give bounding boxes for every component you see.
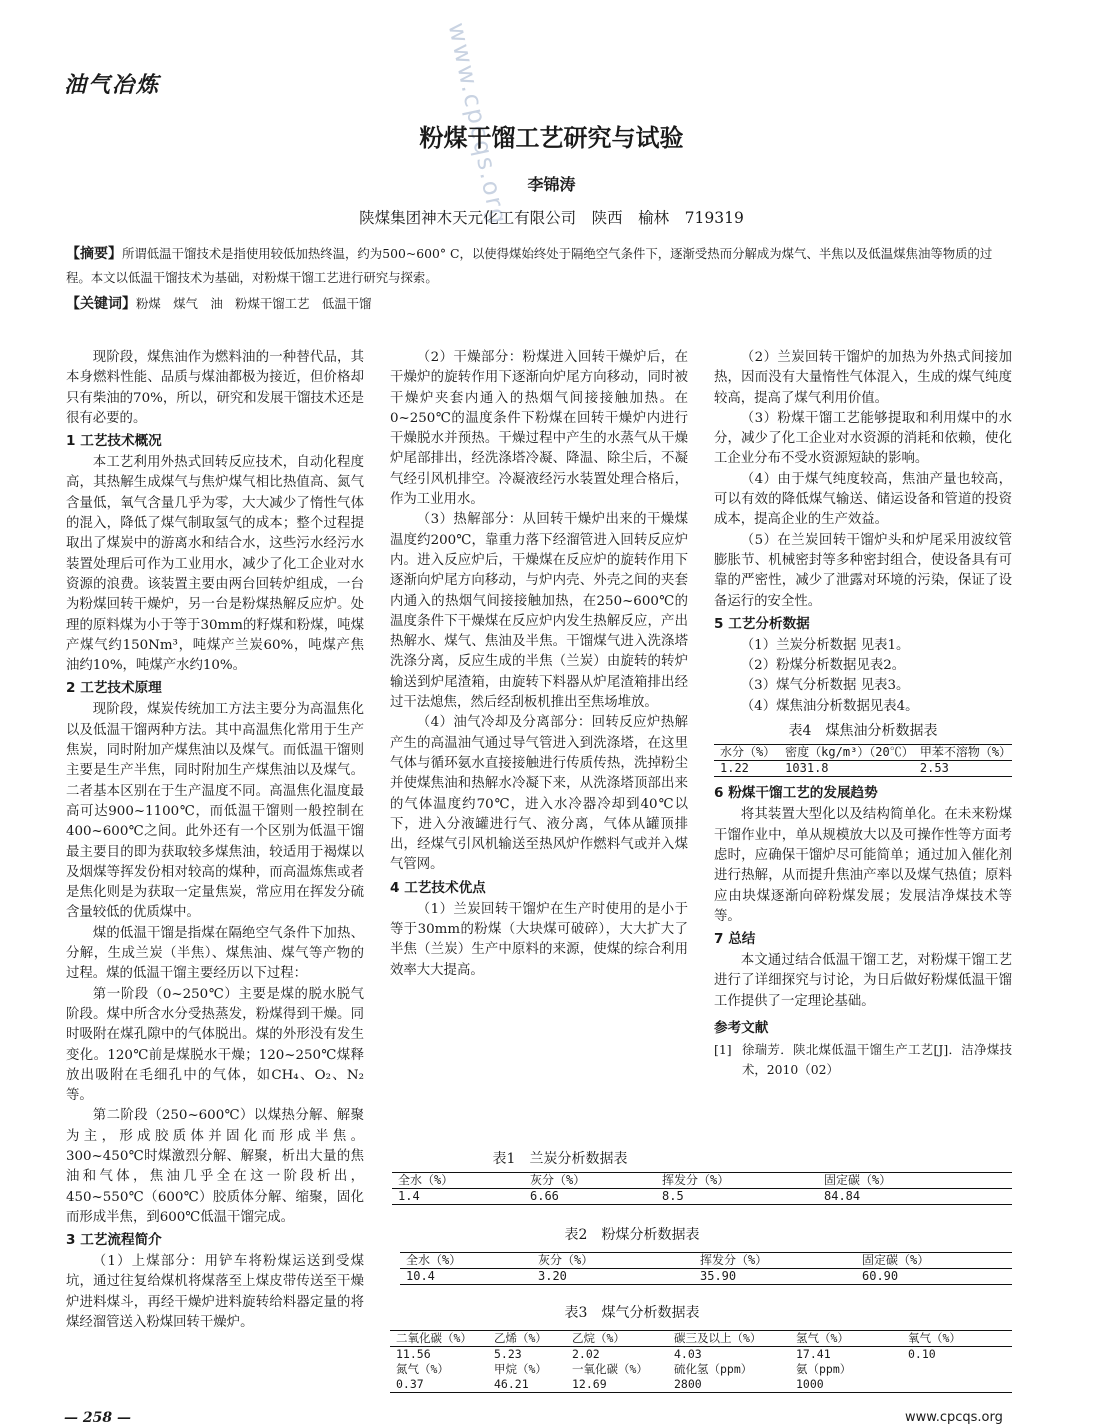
table-header-cell: 二氧化碳（%） bbox=[390, 1331, 488, 1347]
table-cell: 1031.8 bbox=[779, 761, 914, 777]
table-cell bbox=[902, 1377, 1012, 1393]
abstract-text: 所谓低温干馏技术是指使用较低加热终温，约为500~600° C，以使得煤始终处于隔绝空气条件下，逐渐受热而分解成为煤气、半焦以及低温煤焦油等物质的过程。本文以低温干馏技术为基础，对粉煤干馏工艺进行研究与探索。 bbox=[66, 246, 993, 285]
table-header-cell: 密度（kg/m³）（20℃） bbox=[779, 745, 914, 761]
table-cell: 17.41 bbox=[796, 1347, 831, 1361]
abstract-label: 【摘要】 bbox=[66, 246, 122, 262]
table-cell: 35.90 bbox=[694, 1269, 856, 1285]
reference-number: [1] bbox=[714, 1042, 732, 1058]
table-4-caption: 表4 煤焦油分析数据表 bbox=[788, 723, 938, 740]
table-cell: 2800 bbox=[668, 1377, 790, 1393]
paragraph: 煤的低温干馏是指煤在隔绝空气条件下加热、分解，生成兰炭（半焦）、煤焦油、煤气等产物的过程。煤的低温干馏主要经历以下过程： bbox=[66, 925, 364, 982]
table-1 bbox=[392, 1172, 1012, 1205]
table-cell: 1.4 bbox=[392, 1189, 524, 1205]
keywords-label: 【关键词】 bbox=[66, 296, 136, 312]
table-cell: 1.22 bbox=[714, 761, 779, 777]
table-2 bbox=[400, 1252, 1012, 1285]
watermark: www.cpcqs.org bbox=[442, 20, 513, 228]
keywords bbox=[66, 294, 1012, 314]
table-3 bbox=[390, 1330, 1012, 1393]
table-cell: 60.90 bbox=[856, 1269, 1012, 1285]
affiliation: 陕煤集团神木天元化工有限公司 陕西 榆林 719319 bbox=[359, 209, 744, 227]
table-2-caption: 表2 粉煤分析数据表 bbox=[564, 1227, 700, 1243]
table-cell: 46.21 bbox=[488, 1377, 566, 1393]
table-cell: 3.20 bbox=[532, 1269, 694, 1285]
table-header-cell: 一氧化碳（%） bbox=[572, 1362, 648, 1376]
column-3 bbox=[714, 348, 1012, 1080]
page-number: — 258 — bbox=[64, 1410, 131, 1426]
table-header-cell bbox=[902, 1362, 1012, 1377]
references-heading: 参考文献 bbox=[714, 1020, 769, 1037]
keywords-text: 粉煤 煤气 油 粉煤干馏工艺 低温干馏 bbox=[136, 296, 372, 311]
table-header-cell: 固定碳（%） bbox=[818, 1173, 1012, 1189]
paragraph: 现阶段，煤炭传统加工方法主要分为高温焦化以及低温干馏两种方法。其中高温焦化常用于生产焦炭，同时附加产煤焦油以及煤气。而低温干馏则主要是生产半焦，同时附加生产煤焦油以及煤气。二者基本区别在于生产温度不同。高温焦化温度最高可达900~1100℃，而低温干馏则一般控制在400~600℃之间。此外还有一个区别为低温干馏最主要目的即为获取较多煤焦油，较适用于褐煤以及烟煤等挥发份相对较高的煤种，而高温炼焦或者是焦化则是为获取一定量焦炭，常应用在挥发分硫含量较低的优质煤中。 bbox=[66, 702, 364, 921]
author: 李锦涛 bbox=[527, 175, 576, 194]
paragraph: 现阶段，煤焦油作为燃料油的一种替代品，其本身燃料性能、品质与煤油都极为接近，但价格却只有柴油的70%，所以，研究和发展干馏技术还是很有必要的。 bbox=[66, 350, 364, 426]
table-header-cell: 全水（%） bbox=[400, 1253, 532, 1269]
table-cell: 6.66 bbox=[524, 1189, 656, 1205]
table-cell: 2.53 bbox=[914, 761, 1012, 777]
section-tag: 油气冶炼 bbox=[64, 72, 161, 98]
table-1-caption: 表1 兰炭分析数据表 bbox=[492, 1151, 628, 1167]
table-header-cell: 氢气（%） bbox=[790, 1331, 902, 1347]
table-header-cell: 乙烷（%） bbox=[566, 1331, 668, 1347]
paragraph: （5）在兰炭回转干馏炉头和炉尾采用波纹管膨胀节、机械密封等多种密封组合，使设备具有可靠的严密性，减少了泄露对环境的污染，保证了设备运行的安全性。 bbox=[714, 532, 1012, 609]
table-1-block bbox=[390, 1144, 1030, 1171]
table-header-cell: 甲烷（%） bbox=[494, 1362, 547, 1376]
table-header-cell: 挥发分（%） bbox=[656, 1173, 818, 1189]
reference-item bbox=[714, 1040, 1012, 1080]
table-header-cell: 硫化氢（ppm） bbox=[674, 1362, 753, 1376]
list-item: （4）煤焦油分析数据见表4。 bbox=[740, 698, 919, 714]
table-cell: 5.23 bbox=[494, 1347, 522, 1361]
table-4 bbox=[714, 744, 1012, 777]
paragraph: 本文通过结合低温干馏工艺，对粉煤干馏工艺进行了详细探究与讨论，为日后做好粉煤低温干馏工作提供了一定理论基础。 bbox=[714, 953, 1012, 1009]
table-cell: 2.02 bbox=[572, 1347, 600, 1361]
table-cell: 10.4 bbox=[400, 1269, 532, 1285]
list-item: （2）粉煤分析数据见表2。 bbox=[740, 658, 906, 674]
section-heading: 6 粉煤干馏工艺的发展趋势 bbox=[714, 785, 878, 802]
table-header-cell: 碳三及以上（%） bbox=[668, 1331, 790, 1347]
paragraph: 将其装置大型化以及结构简单化。在未来粉煤干馏作业中，单从规模放大以及可操作性等方面考虑时，应确保干馏炉尽可能简单；通过加入催化剂进行热解，从而提升焦油产率以及煤气热值；原料应由块煤逐渐向碎粉煤发展；发展洁净煤技术等等。 bbox=[714, 807, 1012, 924]
table-header-cell: 氨（ppm） bbox=[796, 1362, 852, 1376]
table-cell: 0.10 bbox=[908, 1347, 936, 1361]
table-header-cell: 固定碳（%） bbox=[856, 1253, 1012, 1269]
table-cell: 8.5 bbox=[656, 1189, 818, 1205]
paragraph: （4）油气冷却及分离部分：回转反应炉热解产生的高温油气通过导气管进入到洗涤塔，在这里气体与循环氨水直接接触进行传质传热，洗掉粉尘并使煤焦油和热解水冷凝下来，从洗涤塔顶部出来的气体温度约70℃，进入水冷器冷却到40℃以下，进入分液罐进行气、液分离，气体从罐顶排出，经煤气引风机输送至热风炉作燃料气或并入煤气管网。 bbox=[390, 715, 688, 873]
table-header-cell: 灰分（%） bbox=[532, 1253, 694, 1269]
section-heading: 1 工艺技术概况 bbox=[66, 433, 162, 450]
table-3-caption: 表3 煤气分析数据表 bbox=[564, 1305, 700, 1321]
section-heading: 4 工艺技术优点 bbox=[390, 879, 486, 896]
paragraph: （2）干燥部分：粉煤进入回转干燥炉后，在干燥炉的旋转作用下逐渐向炉尾方向移动，同时被干燥炉夹套内通入的热烟气间接接触加热。在0~250℃的温度条件下粉煤在回转干燥炉内进行干燥脱水并预热。干燥过程中产生的水蒸气从干燥炉尾部排出，经洗涤塔冷凝、降温、除尘后，不凝气经引风机排空。冷凝液经污水装置处理合格后，作为工业用水。 bbox=[390, 350, 688, 508]
table-cell: 12.69 bbox=[566, 1377, 668, 1393]
table-header-cell: 灰分（%） bbox=[524, 1173, 656, 1189]
abstract bbox=[66, 242, 1012, 289]
paragraph: （1）兰炭回转干馏炉在生产时使用的是小于等于30mm的粉煤（大块煤可破碎），大大扩大了半焦（兰炭）生产中原料的来源，使煤的综合利用效率大大提高。 bbox=[390, 901, 688, 978]
table-header-cell: 水分（%） bbox=[714, 745, 779, 761]
table-cell: 1000 bbox=[790, 1377, 902, 1393]
paragraph: （3）粉煤干馏工艺能够提取和利用煤中的水分，减少了化工企业对水资源的消耗和依赖，使化工企业分布不受水资源短缺的影响。 bbox=[714, 410, 1012, 467]
column-1 bbox=[66, 348, 364, 1333]
paragraph: 本工艺利用外热式回转反应技术，自动化程度高，其热解生成煤气与焦炉煤气相比热值高、氮气含量低，氧气含量几乎为零，大大减少了惰性气体的混入，降低了煤气制取氢气的成本；整个过程提取出了煤炭中的游离水和结合水，这些污水经污水装置处理后可作为工业用水，减少了化工企业对水资源的浪费。该装置主要由两台回转炉组成，一台为粉煤回转干燥炉，另一台是粉煤热解反应炉。处理的原料煤为小于等于30mm的籽煤和粉煤，吨煤产煤气约150Nm³，吨煤产兰炭60%，吨煤产焦油约10%，吨煤产水约10%。 bbox=[66, 455, 364, 674]
reference-text: 徐瑞芳．陕北煤低温干馏生产工艺[J]．洁净煤技术，2010（02） bbox=[742, 1042, 1012, 1078]
table-cell: 84.84 bbox=[818, 1189, 1012, 1205]
table-header-cell: 挥发分（%） bbox=[694, 1253, 856, 1269]
section-heading: 5 工艺分析数据 bbox=[714, 615, 810, 632]
table-header-cell: 氮气（%） bbox=[396, 1362, 449, 1376]
paragraph: （1）上煤部分：用铲车将粉煤运送到受煤坑，通过往复给煤机将煤落至上煤皮带传送至干燥炉进料煤斗，再经干燥炉进料旋转给料器定量的将煤经溜管送入粉煤回转干燥炉。 bbox=[66, 1254, 364, 1331]
table-cell: 0.37 bbox=[390, 1377, 488, 1393]
section-heading: 3 工艺流程简介 bbox=[66, 1232, 162, 1249]
paragraph: （2）兰炭回转干馏炉的加热为外热式间接加热，因而没有大量惰性气体混入，生成的煤气纯度较高，提高了煤气利用价值。 bbox=[714, 350, 1012, 406]
table-header-cell: 甲苯不溶物（%） bbox=[914, 745, 1012, 761]
paragraph: （3）热解部分：从回转干燥炉出来的干燥煤温度约200℃，靠重力落下经溜管进入回转反应炉内。进入反应炉后，干燥煤在反应炉的旋转作用下逐渐向炉尾方向移动，与炉内壳、外壳之间的夹套内通入的热烟气间接接触加热，在250~600℃的温度条件下干燥煤在反应炉内发生热解反应，产出热解水、煤气、焦油及半焦。干馏煤气进入洗涤塔洗涤分离，反应生成的半焦（兰炭）由旋转的转炉输送到炉尾渣箱，由旋转下料器从炉尾渣箱排出经过干法熄焦，然后经刮板机推出至焦场堆放。 bbox=[390, 512, 688, 711]
column-2 bbox=[390, 348, 688, 981]
table-cell: 4.03 bbox=[674, 1347, 702, 1361]
list-item: （1）兰炭分析数据 见表1。 bbox=[740, 637, 910, 653]
table-header-cell: 氧气（%） bbox=[902, 1331, 1012, 1347]
paper-title: 粉煤干馏工艺研究与试验 bbox=[419, 124, 684, 152]
list-item: （3）煤气分析数据 见表3。 bbox=[740, 678, 910, 694]
table-cell: 11.56 bbox=[396, 1347, 431, 1361]
footer-website: www.cpcqs.org bbox=[905, 1410, 1003, 1425]
table-header-cell: 全水（%） bbox=[392, 1173, 524, 1189]
paragraph: （4）由于煤气纯度较高，焦油产量也较高，可以有效的降低煤气输送、储运设备和管道的投资成本，提高企业的生产效益。 bbox=[714, 471, 1012, 528]
paragraph: 第一阶段（0~250℃）主要是煤的脱水脱气阶段。煤中所含水分受热蒸发，粉煤得到干燥。同时吸附在煤孔隙中的气体脱出。煤的外形没有发生变化。120℃前是煤脱水干燥；120~250℃煤释放出吸附在毛细孔中的气体，如CH₄、O₂、N₂等。 bbox=[66, 986, 364, 1104]
paragraph: 第二阶段（250~600℃）以煤热分解、解聚为主，形成胶质体并固化而形成半焦。300~450℃时煤激烈分解、解聚，析出大量的焦油和气体，焦油几乎全在这一阶段析出，450~550℃（600℃）胶质体分解、缩聚，固化而形成半焦，到600℃低温干馏完成。 bbox=[66, 1108, 364, 1225]
section-heading: 7 总结 bbox=[714, 931, 756, 948]
table-header-cell: 乙烯（%） bbox=[488, 1331, 566, 1347]
section-heading: 2 工艺技术原理 bbox=[66, 680, 162, 697]
